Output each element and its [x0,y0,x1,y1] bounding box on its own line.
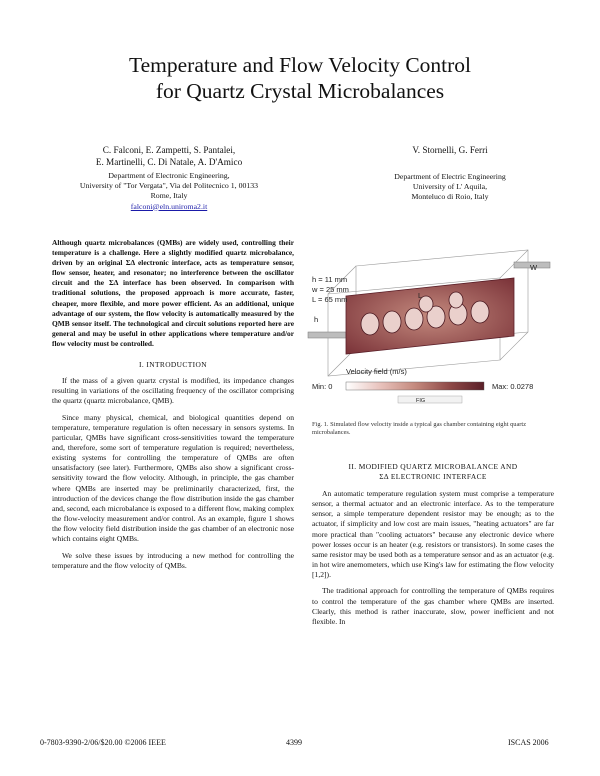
label-L: L [418,291,423,300]
intro-paragraph-3: We solve these issues by introducing a new method for controlling the temperature and the flow velocity of QMBs. [52,550,294,570]
toolbar-badge: FIG [416,398,426,404]
section-2-heading-2: ΣΔ ELECTRONIC INTERFACE [379,472,487,481]
abstract: Although quartz microbalances (QMBs) are widely used, controlling their temperature is a challenge. Here a slightly modified quartz microbalance, driven by an original ΣΔ electronic interface, acts as temperature sensor, flow sensor, heater, and resonator; no interference between the oscillator circuit and the ΣΔ interface has been observed. In comparison with traditional solutions, the proposed approach is more accurate, faster, cheaper, more flexible, and more power efficient. As an additional, unique advantage of our system, the flow velocity is automatically measured by the QMB sensor itself. The technological and circuit solutions reported here are general and may be useful in other applications where temperature and/or flow velocity must be controlled. [52,238,294,348]
affiliation-right-3: Monteluco di Roio, Italy [411,191,489,201]
figure-caption: Fig. 1. Simulated flow velocity inside a typical gas chamber containing eight quartz microbalances. [312,421,527,437]
flow-velocity-figure [306,236,554,416]
microbalance-3 [405,308,423,330]
section-2-paragraph-2: The traditional approach for controlling the temperature of QMBs requires to control the temperature of the gas chamber where QMBs are inserted. Clearly, this method is rather inaccurate, slow, power inefficient and not flexible. In [312,586,554,626]
label-W: W [530,263,538,272]
intro-paragraph-2: Since many physical, chemical, and biological quantities depend on temperature, temperature regulation is often necessary in sensors systems. In particular, QMBs have significant cross-sensitivities toward the temperature and, therefore, some sort of temperature regulation is required; nevertheless, existing systems for controlling the temperature of QMBs are often unsatisfactory (see later). Furthermore, QMBs also show a significant cross-sensitivity toward the flow velocity. Although, in principle, the gas chamber where QMBs are inserted may be preliminarily characterized, first, the introduction of the devices change the flow distribution inside the gas chamber and, second, each microbalance is exposed to a different flow, making complex the flow-velocity measurement and/or control. As an example, figure 1 shows the flow velocity field distribution inside the gas chamber of an electronic nose which contains eight QMBs. [52,412,294,544]
dim-h: h = 11 mm [312,275,348,284]
colorbar-max: Max: 0.0278 [492,382,534,391]
colorbar-min: Min: 0 [312,382,333,391]
microbalance-1 [361,313,379,335]
label-h: h [314,315,319,324]
colorbar [346,382,484,390]
paper-title [0,52,600,104]
section-2-heading-1: II. MODIFIED QUARTZ MICROBALANCE AND [348,462,518,471]
author-block-left [40,145,298,212]
microbalance-8 [449,292,463,308]
microbalance-2 [383,311,401,333]
title-line-1: Temperature and Flow Velocity Control [128,53,472,77]
footer-isbn: 0-7803-9390-2/06/$20.00 ©2006 IEEE [40,738,166,747]
figure-1 [306,236,554,416]
author-email-link[interactable]: falconi@eln.uniroma2.it [130,201,208,211]
footer-conference: ISCAS 2006 [508,738,549,747]
affiliation-line-1: Department of Electronic Engineering, [108,171,230,180]
section-1-heading: I. INTRODUCTION [139,360,207,370]
inlet-tube [308,332,346,338]
section-2-paragraph-1: An automatic temperature regulation system must comprise a temperature sensor, a thermal actuator and an electronic interface. As to the temperature sensor, a simple temperature dependent resistor may be enough; as to the actuator, if simplicity and low cost are main issues, "heating actuators" are far more practical than "cooling actuators" because any electronic device where power losses occur is an heater (e.g. resistors or transistors). In some cases the same resistor may be used both as a temperature sensor and as an actuator (e.g. in hot wire anemometers, which use King's law for estimating the flow velocity [1,2]). [312,489,554,580]
affiliation-line-2: University of "Tor Vergata", Via del Politecnico 1, 00133 [79,181,259,191]
left-column [52,238,294,571]
colorbar-title: Velocity field (m/s) [346,367,407,376]
footer-page-number: 4399 [286,738,302,747]
title-line-2: for Quartz Crystal Microbalances [155,79,445,103]
dim-w: w = 25 mm [312,285,349,294]
dim-L: L = 65 mm [312,295,348,304]
affiliation-right-1: Department of Electric Engineering [394,171,506,181]
author-line-2: E. Martinelli, C. Di Natale, A. D'Amico [95,156,243,167]
affiliation-line-3: Rome, Italy [150,191,188,201]
right-column [312,462,554,627]
author-block-right [330,145,570,202]
author-line-right: V. Stornelli, G. Ferri [412,145,488,155]
intro-paragraph-1: If the mass of a given quartz crystal is modified, its impedance changes resulting in variations of the oscillating frequency of the oscillator comprising the quartz (quartz microbalance, QMB). [52,376,294,406]
affiliation-right-2: University of L' Aquila, [412,181,488,191]
microbalance-6 [471,301,489,323]
viewer-toolbar [398,396,462,404]
author-line-1: C. Falconi, E. Zampetti, S. Pantalei, [102,145,236,155]
